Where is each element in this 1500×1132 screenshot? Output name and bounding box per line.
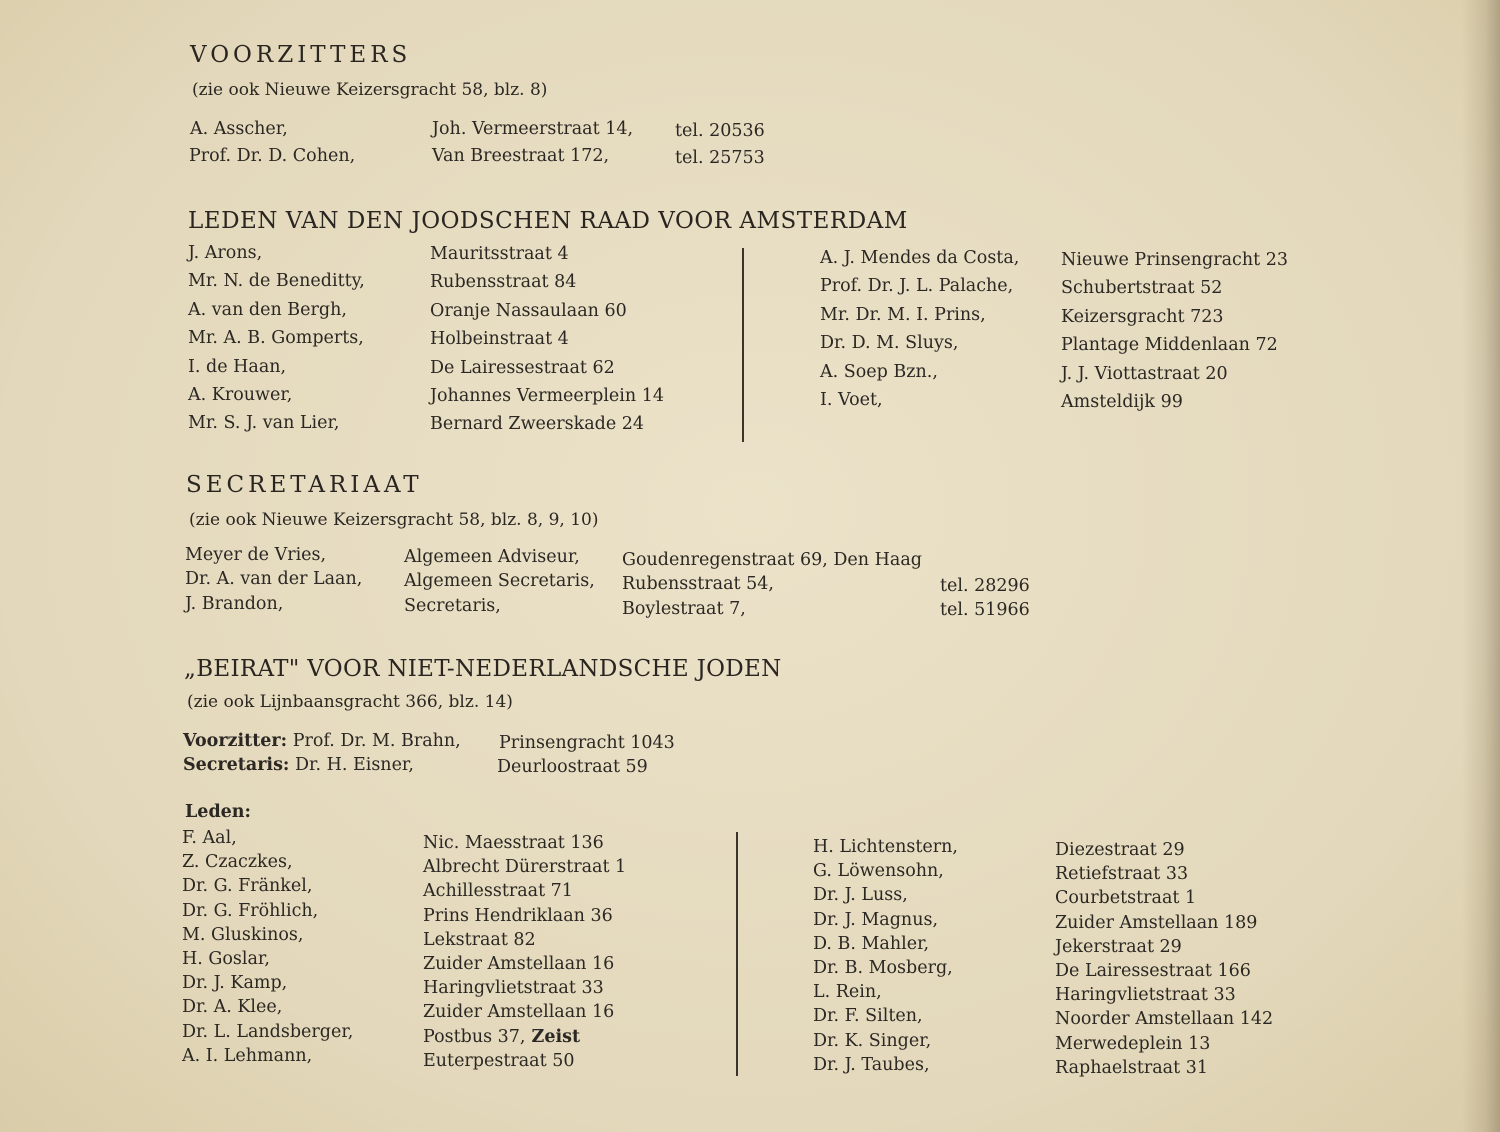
member-address: Albrecht Dürerstraat 1 <box>423 857 627 878</box>
member-address: Rubensstraat 84 <box>430 272 577 293</box>
member-name: Mr. N. de Beneditty, <box>188 271 365 292</box>
member-address: Jekerstraat 29 <box>1055 936 1182 957</box>
member-name: H. Lichtenstern, <box>813 837 958 857</box>
leden-raad-left-addresses <box>430 240 664 439</box>
member-name: Dr. B. Mosberg, <box>813 957 953 978</box>
officer-address: Prinsengracht 1043 <box>499 733 675 753</box>
member-name: I. Voet, <box>820 389 883 410</box>
member-name: A. J. Mendes da Costa, <box>820 248 1020 268</box>
officer-role: Voorzitter: <box>183 731 288 751</box>
leden-raad-heading: LEDEN VAN DEN JOODSCHEN RAAD VOOR AMSTERDAM <box>188 208 908 234</box>
member-address: Diezestraat 29 <box>1055 840 1185 860</box>
member-address: Zuider Amstellaan 16 <box>423 953 615 974</box>
member-address: Retiefstraat 33 <box>1055 864 1189 885</box>
secretariaat-heading: SECRETARIAAT <box>186 472 423 498</box>
secretariaat-names <box>185 543 362 616</box>
member-address: Prins Hendriklaan 36 <box>423 905 613 926</box>
staff-tel: tel. 51966 <box>940 600 1030 621</box>
member-name: A. Krouwer, <box>188 384 293 405</box>
member-name: Dr. J. Luss, <box>813 885 908 906</box>
staff-tel: tel. 28296 <box>940 576 1030 596</box>
member-name: Dr. G. Fröhlich, <box>182 900 319 921</box>
member-name: H. Goslar, <box>182 948 270 969</box>
officer-role: Secretaris: <box>183 755 290 775</box>
address-text: Postbus 37, <box>423 1026 526 1047</box>
voorzitters-tel: tel. 20536 <box>675 121 765 141</box>
member-address: Euterpestraat 50 <box>423 1050 575 1071</box>
secretariaat-tels <box>940 574 1030 623</box>
member-name: A. van den Bergh, <box>188 299 347 320</box>
member-address: Nieuwe Prinsengracht 23 <box>1061 250 1288 270</box>
member-address: Holbeinstraat 4 <box>430 329 569 350</box>
voorzitters-note: (zie ook Nieuwe Keizersgracht 58, blz. 8) <box>192 80 548 100</box>
address-town: Zeist <box>525 1026 581 1047</box>
officer-name: Prof. Dr. M. Brahn, <box>292 731 461 751</box>
member-name: Z. Czaczkes, <box>182 852 293 873</box>
column-divider <box>742 248 744 442</box>
member-address: Haringvlietstraat 33 <box>1055 985 1236 1006</box>
staff-name: Meyer de Vries, <box>185 545 327 565</box>
member-name: I. de Haan, <box>188 356 287 377</box>
member-address: Lekstraat 82 <box>423 929 536 950</box>
beirat-officer-row <box>183 753 414 777</box>
voorzitters-address: Joh. Vermeerstraat 14, <box>432 119 634 139</box>
staff-name: J. Brandon, <box>185 593 284 614</box>
member-name: Dr. J. Kamp, <box>182 973 288 994</box>
beirat-officer-row <box>183 729 461 753</box>
member-name: A. I. Lehmann, <box>182 1045 313 1066</box>
member-address: Keizersgracht 723 <box>1061 306 1224 327</box>
member-address: Plantage Middenlaan 72 <box>1061 335 1278 356</box>
voorzitters-address: Van Breestraat 172, <box>432 146 610 166</box>
member-address: De Lairessestraat 62 <box>430 357 615 378</box>
secretariaat-note: (zie ook Nieuwe Keizersgracht 58, blz. 8, 9, 10) <box>189 510 599 530</box>
officer-name: Dr. H. Eisner, <box>294 755 414 775</box>
member-name: Dr. D. M. Sluys, <box>820 333 959 354</box>
member-address <box>423 1025 626 1049</box>
member-address: Courbetstraat 1 <box>1055 888 1197 909</box>
member-address: Oranje Nassaulaan 60 <box>430 300 627 321</box>
member-address: Nic. Maesstraat 136 <box>423 833 604 853</box>
member-address: Zuider Amstellaan 189 <box>1055 912 1258 933</box>
beirat-note: (zie ook Lijnbaansgracht 366, blz. 14) <box>187 692 513 712</box>
member-address: Bernard Zweerskade 24 <box>430 414 645 435</box>
voorzitters-name: Prof. Dr. D. Cohen, <box>189 146 356 166</box>
beirat-left-names <box>182 826 353 1068</box>
member-name: Dr. F. Silten, <box>813 1006 923 1027</box>
member-name: Dr. J. Taubes, <box>813 1054 930 1075</box>
voorzitters-heading: VOORZITTERS <box>190 42 412 68</box>
voorzitters-tel: tel. 25753 <box>675 148 765 168</box>
leden-raad-left-names <box>188 239 365 438</box>
beirat-left-addresses <box>423 831 626 1073</box>
voorzitters-row <box>190 117 288 141</box>
member-name: J. Arons, <box>188 243 263 263</box>
member-name: F. Aal, <box>182 828 237 848</box>
member-name: Prof. Dr. J. L. Palache, <box>820 276 1014 297</box>
staff-role: Secretaris, <box>404 595 501 616</box>
beirat-right-addresses <box>1055 838 1273 1080</box>
staff-role: Algemeen Adviseur, <box>404 547 580 567</box>
officer-address: Deurloostraat 59 <box>497 757 648 777</box>
member-name: G. Löwensohn, <box>813 861 944 882</box>
staff-name: Dr. A. van der Laan, <box>185 569 363 590</box>
member-address: Noorder Amstellaan 142 <box>1055 1009 1274 1030</box>
member-address: Achillesstraat 71 <box>423 881 573 902</box>
member-address: Merwedeplein 13 <box>1055 1033 1211 1054</box>
beirat-right-names <box>813 835 958 1077</box>
beirat-heading: „BEIRAT" VOOR NIET-NEDERLANDSCHE JODEN <box>184 656 782 682</box>
member-address: Amsteldijk 99 <box>1061 391 1183 412</box>
secretariaat-roles <box>404 545 595 618</box>
page-edge-shadow <box>1462 0 1500 1132</box>
member-name: Dr. L. Landsberger, <box>182 1021 354 1042</box>
staff-address: Rubensstraat 54, <box>622 574 774 595</box>
member-address: Mauritsstraat 4 <box>430 244 569 264</box>
leden-label: Leden: <box>185 802 251 822</box>
member-name: D. B. Mahler, <box>813 933 930 954</box>
member-name: M. Gluskinos, <box>182 924 304 945</box>
member-name: L. Rein, <box>813 982 882 1003</box>
member-name: Dr. G. Fränkel, <box>182 876 313 897</box>
member-address: Haringvlietstraat 33 <box>423 978 604 999</box>
member-address: Raphaelstraat 31 <box>1055 1057 1208 1078</box>
leden-raad-right-names <box>820 244 1019 414</box>
staff-role: Algemeen Secretaris, <box>404 571 595 592</box>
name: A. Asscher, <box>190 119 288 139</box>
member-name: Dr. K. Singer, <box>813 1030 932 1051</box>
member-address: Schubertstraat 52 <box>1061 278 1223 299</box>
member-name: Dr. A. Klee, <box>182 997 283 1018</box>
leden-raad-right-addresses <box>1061 246 1288 416</box>
member-name: Mr. S. J. van Lier, <box>188 413 340 434</box>
member-name: A. Soep Bzn., <box>820 361 938 382</box>
staff-address: Goudenregenstraat 69, Den Haag <box>622 550 922 570</box>
member-name: Mr. Dr. M. I. Prins, <box>820 304 986 325</box>
secretariaat-addresses <box>622 548 922 621</box>
member-name: Dr. J. Magnus, <box>813 909 939 930</box>
column-divider <box>736 832 738 1076</box>
member-address: Zuider Amstellaan 16 <box>423 1002 615 1023</box>
member-address: J. J. Viottastraat 20 <box>1061 363 1228 384</box>
member-name: Mr. A. B. Gomperts, <box>188 328 364 349</box>
member-address: De Lairessestraat 166 <box>1055 960 1251 981</box>
member-address: Johannes Vermeerplein 14 <box>430 385 664 406</box>
staff-address: Boylestraat 7, <box>622 598 746 619</box>
